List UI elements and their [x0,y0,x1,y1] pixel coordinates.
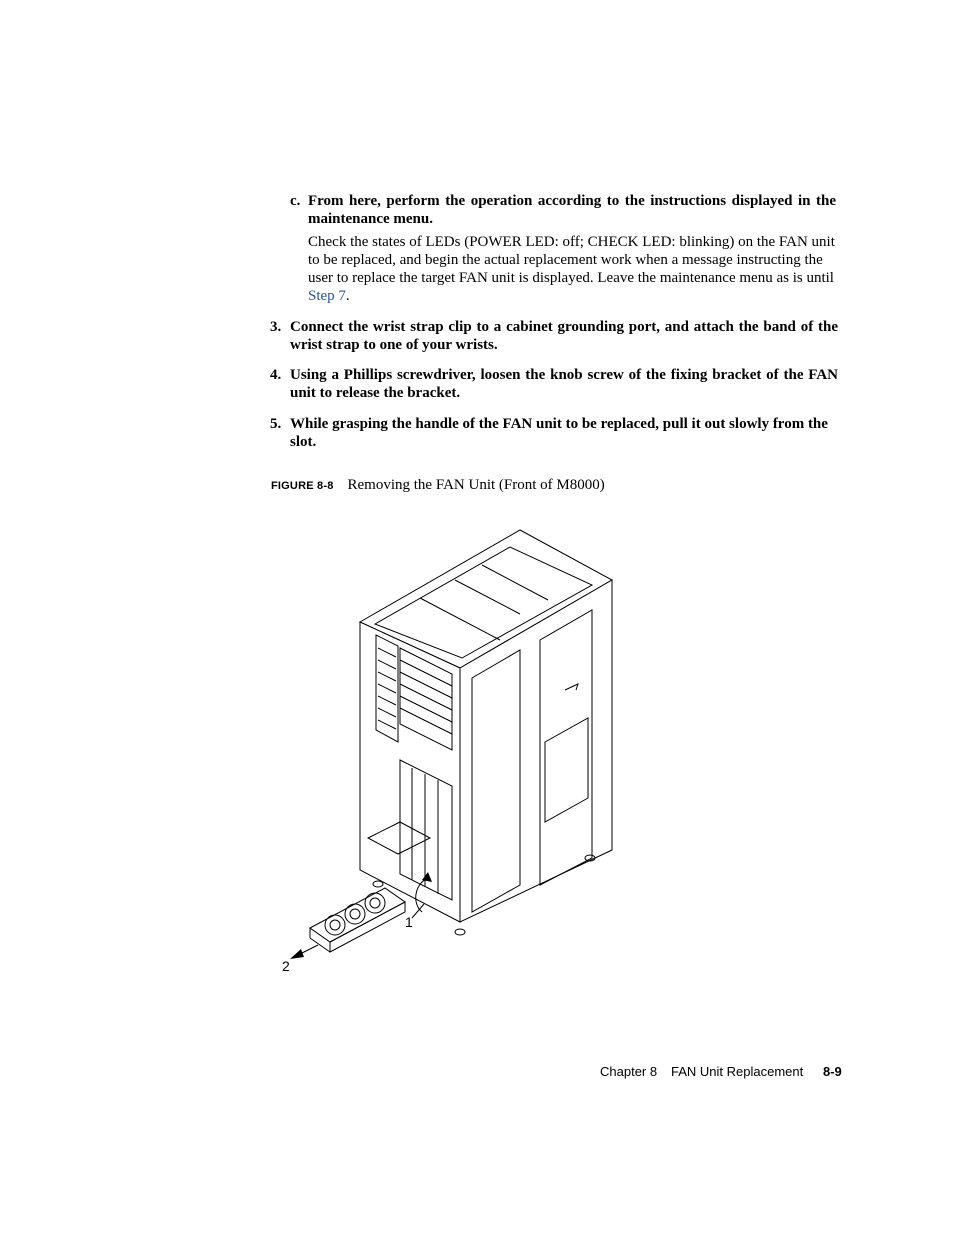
pull-arrow-icon [290,949,304,959]
cabinet-illustration [270,520,630,980]
callout-1: 1 [405,914,413,930]
step-c-instruction: From here, perform the operation according to the instructions displayed in the maintenance menu. [308,193,836,227]
step-7-link[interactable]: Step 7 [308,288,346,304]
step-5-text: While grasping the handle of the FAN unit to be replaced, pull it out slowly from the slot. [290,416,828,450]
footer-chapter: Chapter 8 [600,1064,658,1079]
figure-caption [271,476,605,494]
footer-page-number: 8-9 [823,1064,842,1079]
step-c-body-end: . [345,288,350,304]
step-c-body [308,233,840,305]
step-5-marker: 5. [270,416,282,432]
callout-2: 2 [282,958,290,974]
step-c-body-text: Check the states of LEDs (POWER LED: off; CHECK LED: blinking) on the FAN unit to be replaced, and begin the actual replacement work when a message instructing the user to replace the target FAN unit is displayed. Leave the maintenance menu as is until [308,234,835,286]
step-3-text: Connect the wrist strap clip to a cabinet grounding port, and attach the band of the wrist strap to one of your wrists. [290,319,838,353]
step-4-text: Using a Phillips screwdriver, loosen the knob screw of the fixing bracket of the FAN unit to release the bracket. [290,367,838,401]
cabinet-front [360,622,460,922]
step-4-marker: 4. [270,367,282,383]
figure-title: Removing the FAN Unit (Front of M8000) [347,477,605,493]
footer-section: FAN Unit Replacement [671,1064,804,1079]
step-c-marker: c. [290,193,301,209]
step-3-marker: 3. [270,319,282,335]
fan-unit [310,888,405,942]
figure-label: FIGURE 8-8 [271,480,334,492]
